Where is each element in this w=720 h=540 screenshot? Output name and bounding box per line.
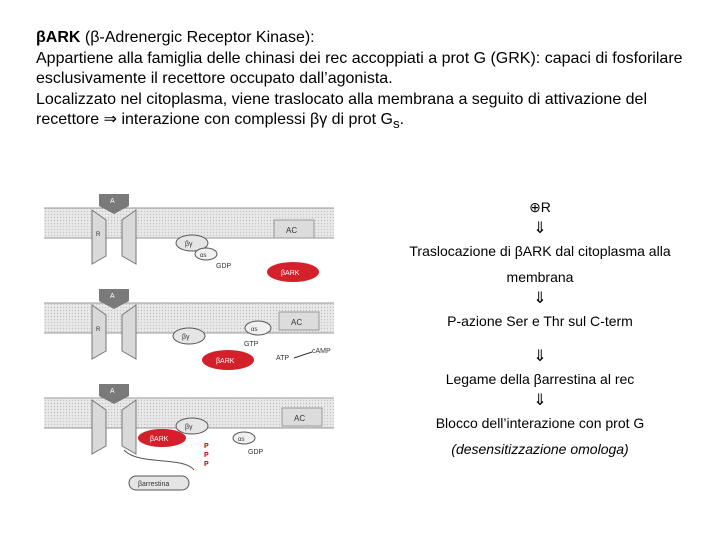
intro-line2: [36, 90, 696, 135]
panel-2: [44, 289, 334, 370]
flow-start-text: R: [540, 199, 551, 215]
gas-2: [245, 321, 271, 335]
title-bold: βARK: [36, 29, 81, 46]
intro-text: [36, 28, 696, 135]
ac-label-3: AC: [294, 414, 306, 423]
ac-label-1: AC: [286, 226, 298, 235]
atp-label-2: ATP: [276, 355, 290, 362]
bark-label-2: βARK: [216, 358, 235, 365]
line2-sub: s: [393, 116, 400, 132]
line2-end: .: [399, 111, 405, 128]
gas-label-3: αs: [238, 437, 245, 443]
arrestin-label: βarrestina: [138, 481, 170, 488]
intro-line1: Appartiene alla famiglia delle chinasi dei rec accoppiati a prot G (GRK): capaci di fosforilare esclusivamente il recettore occupato dall’agonista.: [36, 49, 683, 87]
ac-label-2: AC: [291, 318, 303, 327]
implies-arrow-icon: ⇒: [103, 111, 117, 128]
intro-title: [36, 28, 696, 49]
receptor-label-1: R: [96, 232, 101, 238]
flow-start: [390, 198, 690, 216]
flow-step-4: Blocco dell’interazione con prot G: [435, 415, 645, 431]
oplus-icon: ⊕: [529, 199, 541, 215]
gdp-label-3: GDP: [248, 449, 264, 456]
event-flow: [390, 198, 690, 458]
down-double-arrow-icon: ⇓: [533, 392, 547, 409]
gtp-label-2: GTP: [244, 341, 259, 348]
agonist-label-2: A: [110, 293, 115, 300]
down-double-arrow-icon: ⇓: [533, 348, 547, 365]
flow-step-4-note: (desensitizzazione omologa): [451, 441, 629, 457]
receptor-label-2: R: [96, 327, 101, 333]
gas-label-1: αs: [200, 253, 207, 259]
gdp-label-1: GDP: [216, 263, 232, 270]
mechanism-figure: [44, 186, 344, 496]
line2-b: interazione con complessi βγ di prot G: [117, 111, 393, 128]
title-rest: (β-Adrenergic Receptor Kinase):: [80, 29, 315, 46]
panel-1: [44, 194, 334, 282]
bark-label-1: βARK: [281, 270, 300, 277]
gbg-label-3: βγ: [185, 424, 193, 431]
agonist-label-1: A: [110, 198, 115, 205]
flow-step-1-line2: membrana: [506, 269, 574, 285]
panel-3: [44, 384, 334, 490]
phospho-label-1: P: [204, 443, 209, 450]
gbg-label-1: βγ: [185, 241, 193, 248]
phospho-label-2: P: [204, 452, 209, 459]
phospho-label-3: P: [204, 461, 209, 468]
bark-label-3: βARK: [150, 436, 169, 443]
mechanism-figure-svg: [44, 186, 344, 496]
flow-step-2: P-azione Ser e Thr sul C-term: [447, 313, 633, 329]
down-double-arrow-icon: ⇓: [533, 220, 547, 237]
flow-step-1-line1: Traslocazione di βARK dal citoplasma alla: [409, 243, 671, 259]
camp-label-2: cAMP: [312, 348, 331, 355]
line2-a: Localizzato nel citoplasma, viene traslocato alla membrana a seguito di attivazione del recettore: [36, 90, 648, 128]
flow-step-3: Legame della βarrestina al rec: [445, 371, 635, 387]
gas-label-2: αs: [251, 327, 258, 333]
agonist-label-3: A: [110, 388, 115, 395]
gbg-label-2: βγ: [182, 334, 190, 341]
down-double-arrow-icon: ⇓: [533, 290, 547, 307]
